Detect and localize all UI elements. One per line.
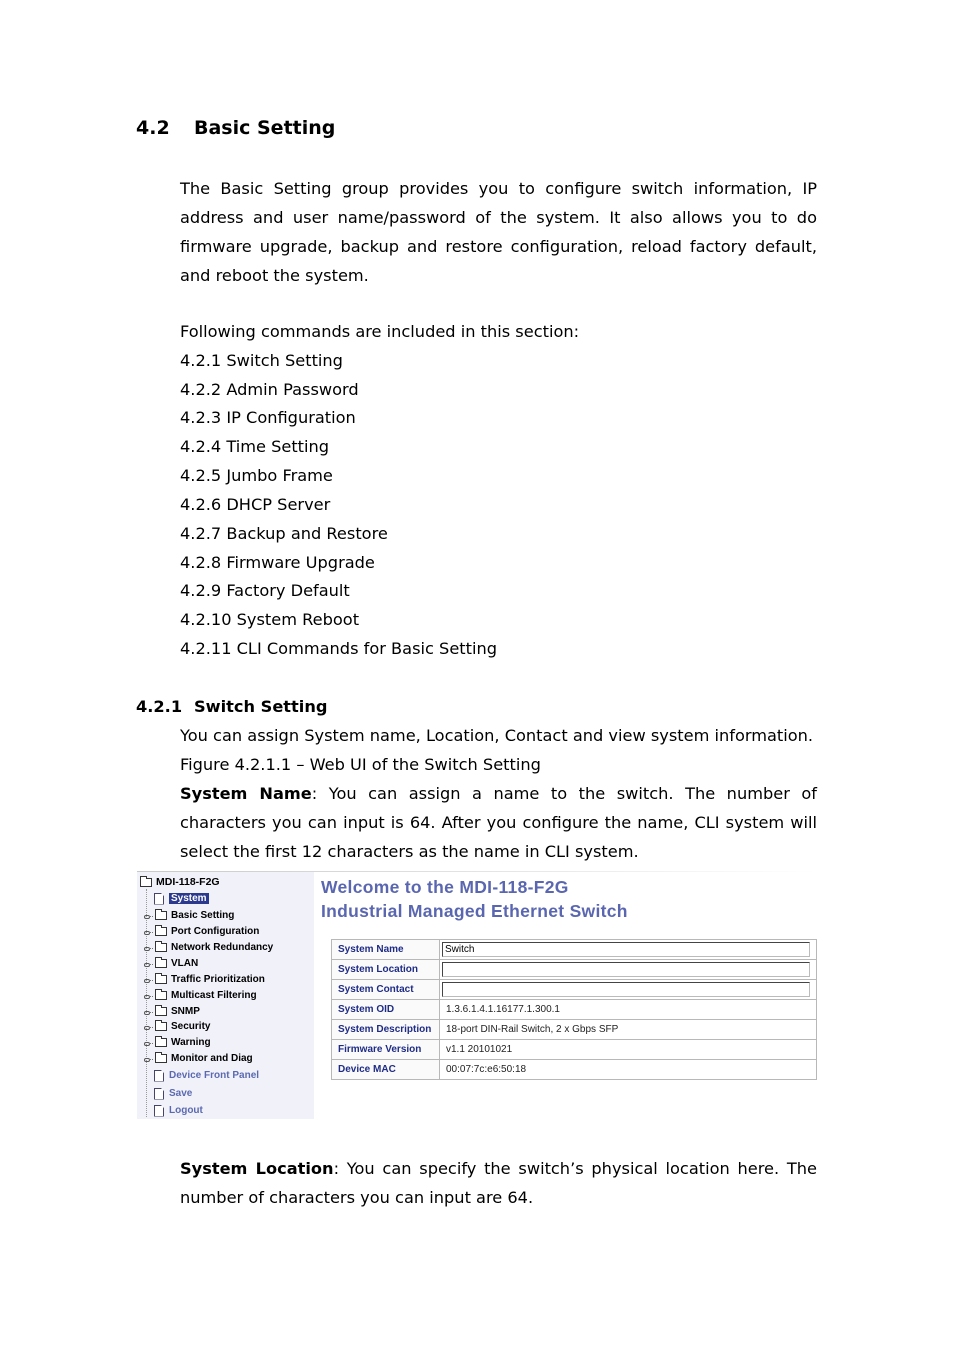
table-row bbox=[332, 980, 817, 1000]
system-name-input[interactable] bbox=[442, 942, 810, 957]
tree-root[interactable] bbox=[140, 876, 220, 888]
command-item: 4.2.6 DHCP Server bbox=[180, 495, 331, 514]
subsection-intro: You can assign System name, Location, Contact and view system information. bbox=[180, 726, 814, 745]
folder-icon bbox=[155, 991, 167, 1000]
command-item: 4.2.2 Admin Password bbox=[180, 380, 359, 399]
folder-icon bbox=[155, 911, 167, 920]
tree-item-snmp[interactable] bbox=[143, 1004, 200, 1019]
tree-item-label: Logout bbox=[169, 1105, 203, 1116]
page-icon bbox=[154, 1088, 164, 1100]
welcome-line-1: Welcome to the MDI-118-F2G bbox=[321, 877, 569, 897]
tree-item-label: Warning bbox=[171, 1037, 211, 1048]
device-mac-value: 00:07:7c:e6:50:18 bbox=[440, 1060, 817, 1080]
tree-item-warning[interactable] bbox=[143, 1035, 211, 1050]
subsection-title: Switch Setting bbox=[194, 697, 328, 716]
expand-icon[interactable] bbox=[143, 991, 153, 1001]
row-label: System Location bbox=[332, 960, 440, 980]
tree-item-label: Save bbox=[169, 1088, 193, 1099]
row-value-cell bbox=[440, 940, 817, 960]
folder-icon bbox=[155, 975, 167, 984]
command-item: 4.2.9 Factory Default bbox=[180, 581, 350, 600]
command-item: 4.2.1 Switch Setting bbox=[180, 351, 343, 370]
tree-item-label: Basic Setting bbox=[171, 910, 235, 921]
navigation-tree bbox=[137, 872, 314, 1119]
system-name-description: : You can assign a name to the switch. The number of characters you can input is 64. After you configure the name, CLI system will select the first 12 characters as the name in CLI system. bbox=[180, 784, 817, 861]
tree-item-traffic-prioritization[interactable] bbox=[143, 972, 265, 987]
folder-icon bbox=[155, 959, 167, 968]
expand-icon[interactable] bbox=[143, 943, 153, 953]
tree-item-monitor-and-diag[interactable] bbox=[143, 1051, 253, 1066]
system-name-term: System Name bbox=[180, 784, 312, 803]
tree-item-basic-setting[interactable] bbox=[143, 908, 234, 923]
tree-item-label: Multicast Filtering bbox=[171, 990, 257, 1001]
system-name-paragraph bbox=[180, 779, 817, 866]
table-row bbox=[332, 1040, 817, 1060]
system-location-description: : You can specify the switch’s physical location here. The number of characters you can input are 64. bbox=[180, 1159, 817, 1207]
tree-item-label: VLAN bbox=[171, 958, 199, 969]
command-item: 4.2.5 Jumbo Frame bbox=[180, 466, 333, 485]
row-label: System Description bbox=[332, 1020, 440, 1040]
tree-item-label: Port Configuration bbox=[171, 926, 260, 937]
switch-setting-screenshot bbox=[137, 871, 817, 1121]
folder-icon bbox=[155, 1054, 167, 1063]
system-location-input[interactable] bbox=[442, 962, 810, 977]
tree-item-label: System bbox=[171, 893, 207, 904]
tree-root-label: MDI-118-F2G bbox=[156, 876, 220, 888]
expand-icon[interactable] bbox=[143, 1022, 153, 1032]
tree-item-multicast-filtering[interactable] bbox=[143, 988, 257, 1003]
command-item: 4.2.10 System Reboot bbox=[180, 610, 360, 629]
tree-item-network-redundancy[interactable] bbox=[143, 940, 273, 955]
system-contact-input[interactable] bbox=[442, 982, 810, 997]
command-item: 4.2.4 Time Setting bbox=[180, 437, 330, 456]
system-location-term: System Location bbox=[180, 1159, 334, 1178]
tree-item-device-front-panel[interactable] bbox=[154, 1068, 259, 1083]
expand-icon[interactable] bbox=[143, 911, 153, 921]
command-item: 4.2.3 IP Configuration bbox=[180, 408, 356, 427]
table-row bbox=[332, 1000, 817, 1020]
expand-icon[interactable] bbox=[143, 1054, 153, 1064]
expand-icon[interactable] bbox=[143, 1007, 153, 1017]
page-icon bbox=[154, 1070, 164, 1082]
intro-paragraph: The Basic Setting group provides you to configure switch information, IP address and user name/password of the system. It also allows you to do firmware upgrade, backup and restore configuration, reload factory default, and reboot the system. bbox=[180, 179, 817, 285]
row-label: Device MAC bbox=[332, 1060, 440, 1080]
tree-item-security[interactable] bbox=[143, 1019, 210, 1034]
commands-intro: Following commands are included in this section: bbox=[180, 322, 580, 341]
command-item: 4.2.8 Firmware Upgrade bbox=[180, 553, 375, 572]
row-label: Firmware Version bbox=[332, 1040, 440, 1060]
tree-item-label: Device Front Panel bbox=[169, 1070, 260, 1081]
system-oid-value: 1.3.6.1.4.1.16177.1.300.1 bbox=[440, 1000, 817, 1020]
table-row bbox=[332, 1060, 817, 1080]
figure-caption: Figure 4.2.1.1 – Web UI of the Switch Setting bbox=[180, 755, 541, 774]
expand-icon[interactable] bbox=[143, 975, 153, 985]
expand-icon[interactable] bbox=[143, 1038, 153, 1048]
folder-icon bbox=[155, 1007, 167, 1016]
row-value-cell bbox=[440, 960, 817, 980]
row-label: System Name bbox=[332, 940, 440, 960]
section-title: Basic Setting bbox=[194, 117, 336, 139]
section-number: 4.2 bbox=[136, 117, 170, 139]
expand-icon[interactable] bbox=[143, 927, 153, 937]
tree-item-label: Network Redundancy bbox=[171, 942, 274, 953]
tree-item-save[interactable] bbox=[154, 1086, 192, 1101]
firmware-version-value: v1.1 20101021 bbox=[440, 1040, 817, 1060]
table-row bbox=[332, 1020, 817, 1040]
tree-item-label: SNMP bbox=[171, 1006, 200, 1017]
folder-icon bbox=[140, 878, 152, 887]
tree-item-label: Monitor and Diag bbox=[171, 1053, 253, 1064]
page-icon bbox=[154, 1105, 164, 1117]
welcome-banner bbox=[321, 875, 628, 923]
tree-item-system[interactable] bbox=[154, 891, 209, 906]
folder-icon bbox=[155, 1038, 167, 1047]
table-row bbox=[332, 940, 817, 960]
tree-item-vlan[interactable] bbox=[143, 956, 198, 971]
system-location-paragraph bbox=[180, 1154, 817, 1212]
section-heading bbox=[136, 117, 335, 139]
tree-item-label: Security bbox=[171, 1021, 211, 1032]
table-row bbox=[332, 960, 817, 980]
tree-item-port-configuration[interactable] bbox=[143, 924, 259, 939]
folder-icon bbox=[155, 1022, 167, 1031]
system-description-value: 18-port DIN-Rail Switch, 2 x Gbps SFP bbox=[440, 1020, 817, 1040]
row-label: System Contact bbox=[332, 980, 440, 1000]
folder-icon bbox=[155, 943, 167, 952]
subsection-number: 4.2.1 bbox=[136, 697, 183, 716]
subsection-heading bbox=[136, 697, 327, 716]
row-label: System OID bbox=[332, 1000, 440, 1020]
command-item: 4.2.11 CLI Commands for Basic Setting bbox=[180, 639, 498, 658]
expand-icon[interactable] bbox=[143, 959, 153, 969]
welcome-line-2: Industrial Managed Ethernet Switch bbox=[321, 901, 628, 921]
folder-icon bbox=[155, 927, 167, 936]
command-item: 4.2.7 Backup and Restore bbox=[180, 524, 388, 543]
tree-item-label: Traffic Prioritization bbox=[171, 974, 265, 985]
row-value-cell bbox=[440, 980, 817, 1000]
page-icon bbox=[154, 893, 164, 905]
tree-item-logout[interactable] bbox=[154, 1103, 203, 1118]
system-info-table bbox=[331, 939, 817, 1080]
